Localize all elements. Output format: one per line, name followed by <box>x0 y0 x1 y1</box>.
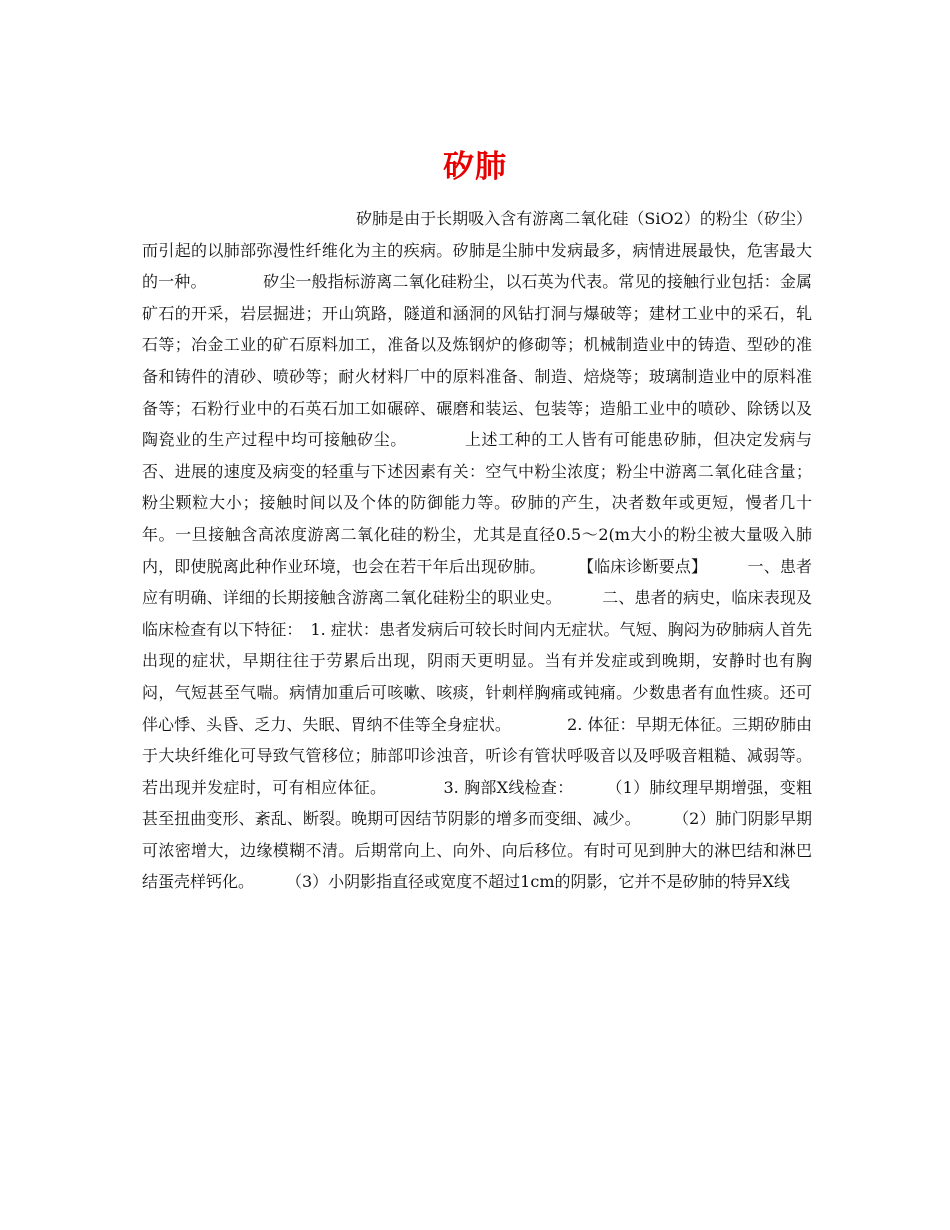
document-body: 矽肺是由于长期吸入含有游离二氧化硅（SiO2）的粉尘（矽尘）而引起的以肺部弥漫性纤维化为主的疾病。矽肺是尘肺中发病最多，病情进展最快，危害最大的一种。 矽尘一般指标游离二氧化硅粉尘，以石英为代表。常见的接触行业包括：金属矿石的开采，岩层掘进；开山筑路，隧道和涵洞的风钻打洞与爆破等；建材工业中的采石，轧石等；冶金工业的矿石原料加工，准备以及炼钢炉的修砌等；机械制造业中的铸造、型砂的准备和铸件的清砂、喷砂等；耐火材料厂中的原料准备、制造、焙烧等；玻璃制造业中的原料准备等；石粉行业中的石英石加工如碾碎、碾磨和装运、包装等；造船工业中的喷砂、除锈以及陶瓷业的生产过程中均可接触矽尘。 上述工种的工人皆有可能患矽肺，但决定发病与否、进展的速度及病变的轻重与下述因素有关：空气中粉尘浓度；粉尘中游离二氧化硅含量；粉尘颗粒大小；接触时间以及个体的防御能力等。矽肺的产生，决者数年或更短，慢者几十年。一旦接触含高浓度游离二氧化硅的粉尘，尤其是直径0.5～2(m大小的粉尘被大量吸入肺内，即使脱离此种作业环境，也会在若干年后出现矽肺。 【临床诊断要点】 一、患者应有明确、详细的长期接触含游离二氧化硅粉尘的职业史。 二、患者的病史，临床表现及临床检查有以下特征： 1. 症状：患者发病后可较长时间内无症状。气短、胸闷为矽肺病人首先出现的症状，早期往往于劳累后出现，阴雨天更明显。当有并发症或到晚期，安静时也有胸闷，气短甚至气喘。病情加重后可咳嗽、咳痰，针刺样胸痛或钝痛。少数患者有血性痰。还可伴心悸、头昏、乏力、失眠、胃纳不佳等全身症状。 2. 体征：早期无体征。三期矽肺由于大块纤维化可导致气管移位；肺部叩诊浊音，听诊有管状呼吸音以及呼吸音粗糙、减弱等。若出现并发症时，可有相应体征。 3. 胸部X线检查： （1）肺纹理早期增强，变粗甚至扭曲变形、紊乱、断裂。晚期可因结节阴影的增多而变细、减少。 （2）肺门阴影早期可浓密增大，边缘模糊不清。后期常向上、向外、向后移位。有时可见到肿大的淋巴结和淋巴结蛋壳样钙化。 （3）小阴影指直径或宽度不超过1cm的阴影，它并不是矽肺的特异X线 <box>142 209 812 892</box>
document-title: 矽肺 <box>443 148 507 185</box>
